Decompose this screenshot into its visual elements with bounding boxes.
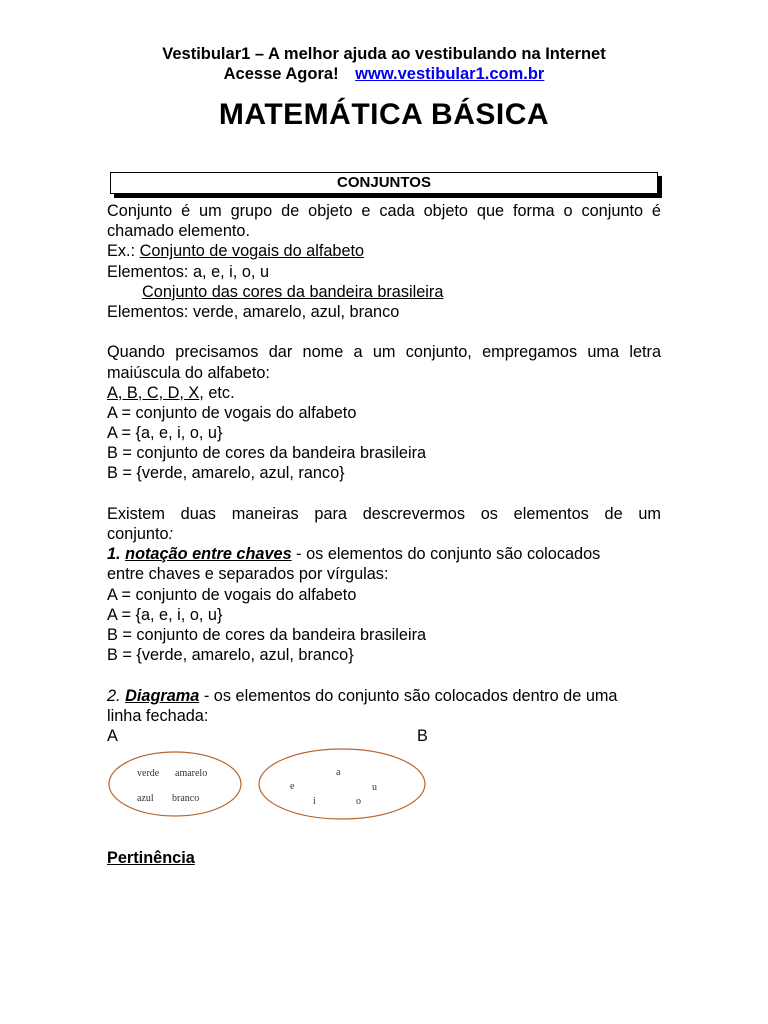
paragraph-line: Conjunto é um grupo de objeto e cada objeto que forma o conjunto é [107,202,661,220]
paragraph-line: linha fechada: [107,706,209,725]
example-elements: Elementos: verde, amarelo, azul, branco [107,302,400,321]
spacer [107,665,661,685]
set-notation: A = {a, e, i, o, u} [107,605,223,624]
method-description: - os elementos do conjunto são colocados dentro de uma [199,686,618,705]
site-link[interactable]: www.vestibular1.com.br [355,65,545,83]
diagram-labels [107,726,661,746]
example-label: Ex.: [107,242,136,261]
method-number: 2. [107,686,121,705]
next-section-heading: Pertinência [107,849,195,867]
example-elements: Elementos: a, e, i, o, u [107,262,269,281]
set-definition: A = conjunto de vogais do alfabeto [107,585,357,604]
paragraph-colon: : [168,525,174,543]
header-access-line [0,64,768,84]
set-a-element: amarelo [175,768,208,779]
spacer [107,322,661,342]
letters-list: A, B, C, D, X [107,383,200,402]
set-b-element: i [313,796,316,807]
access-label: Acesse Agora! [223,65,339,83]
page-title: MATEMÁTICA BÁSICA [218,98,550,131]
set-a-element: azul [137,793,154,804]
spacer [107,484,661,504]
method-number: 1. [107,545,121,564]
example-line [107,241,661,261]
set-definition: A = conjunto de vogais do alfabeto [107,403,357,422]
set-b-element: o [356,796,361,807]
paragraph-line: Quando precisamos dar nome a um conjunto, empregamos uma letra [107,343,661,362]
method-heading [107,544,661,564]
set-b-element: e [290,781,295,792]
example-title: Conjunto de vogais do alfabeto [139,242,365,261]
diagram-label-b: B [417,726,428,745]
method-title: notação entre chaves [125,545,292,564]
method-heading [107,686,661,706]
paragraph-line: Existem duas maneiras para descrevermos os elementos de um [107,504,661,523]
method-description: - os elementos do conjunto são colocados [291,545,601,564]
paragraph-line: entre chaves e separados por vírgulas: [107,565,389,584]
set-notation: B = {verde, amarelo, azul, ranco} [107,464,345,483]
set-b-outline [259,749,425,819]
set-notation: A = {a, e, i, o, u} [107,424,223,443]
set-definition: B = conjunto de cores da bandeira brasileira [107,444,427,463]
venn-diagram [100,748,440,828]
set-notation: B = {verde, amarelo, azul, branco} [107,646,354,665]
diagram-svg [100,748,440,828]
section-heading: CONJUNTOS [110,172,658,194]
set-definition: B = conjunto de cores da bandeira brasileira [107,625,427,644]
set-b-element: a [336,767,341,778]
paragraph-line: maiúscula do alfabeto: [107,363,270,382]
paragraph-line: chamado elemento. [107,222,251,241]
diagram-label-a: A [107,726,118,745]
example-title: Conjunto das cores da bandeira brasileira [142,282,444,301]
set-a-element: verde [137,768,160,779]
site-header [0,44,768,84]
header-tagline: Vestibular1 – A melhor ajuda ao vestibulando na Internet [162,45,606,63]
paragraph-text: conjunto [107,525,169,543]
set-b-element: u [372,782,377,793]
paragraph-line [107,524,661,544]
method-title: Diagrama [125,686,200,705]
letters-etc: , etc. [199,383,235,402]
letters-line [107,383,661,403]
set-a-element: branco [172,793,200,804]
example-line [107,282,661,302]
document-body [107,201,661,746]
set-a-outline [109,752,241,816]
